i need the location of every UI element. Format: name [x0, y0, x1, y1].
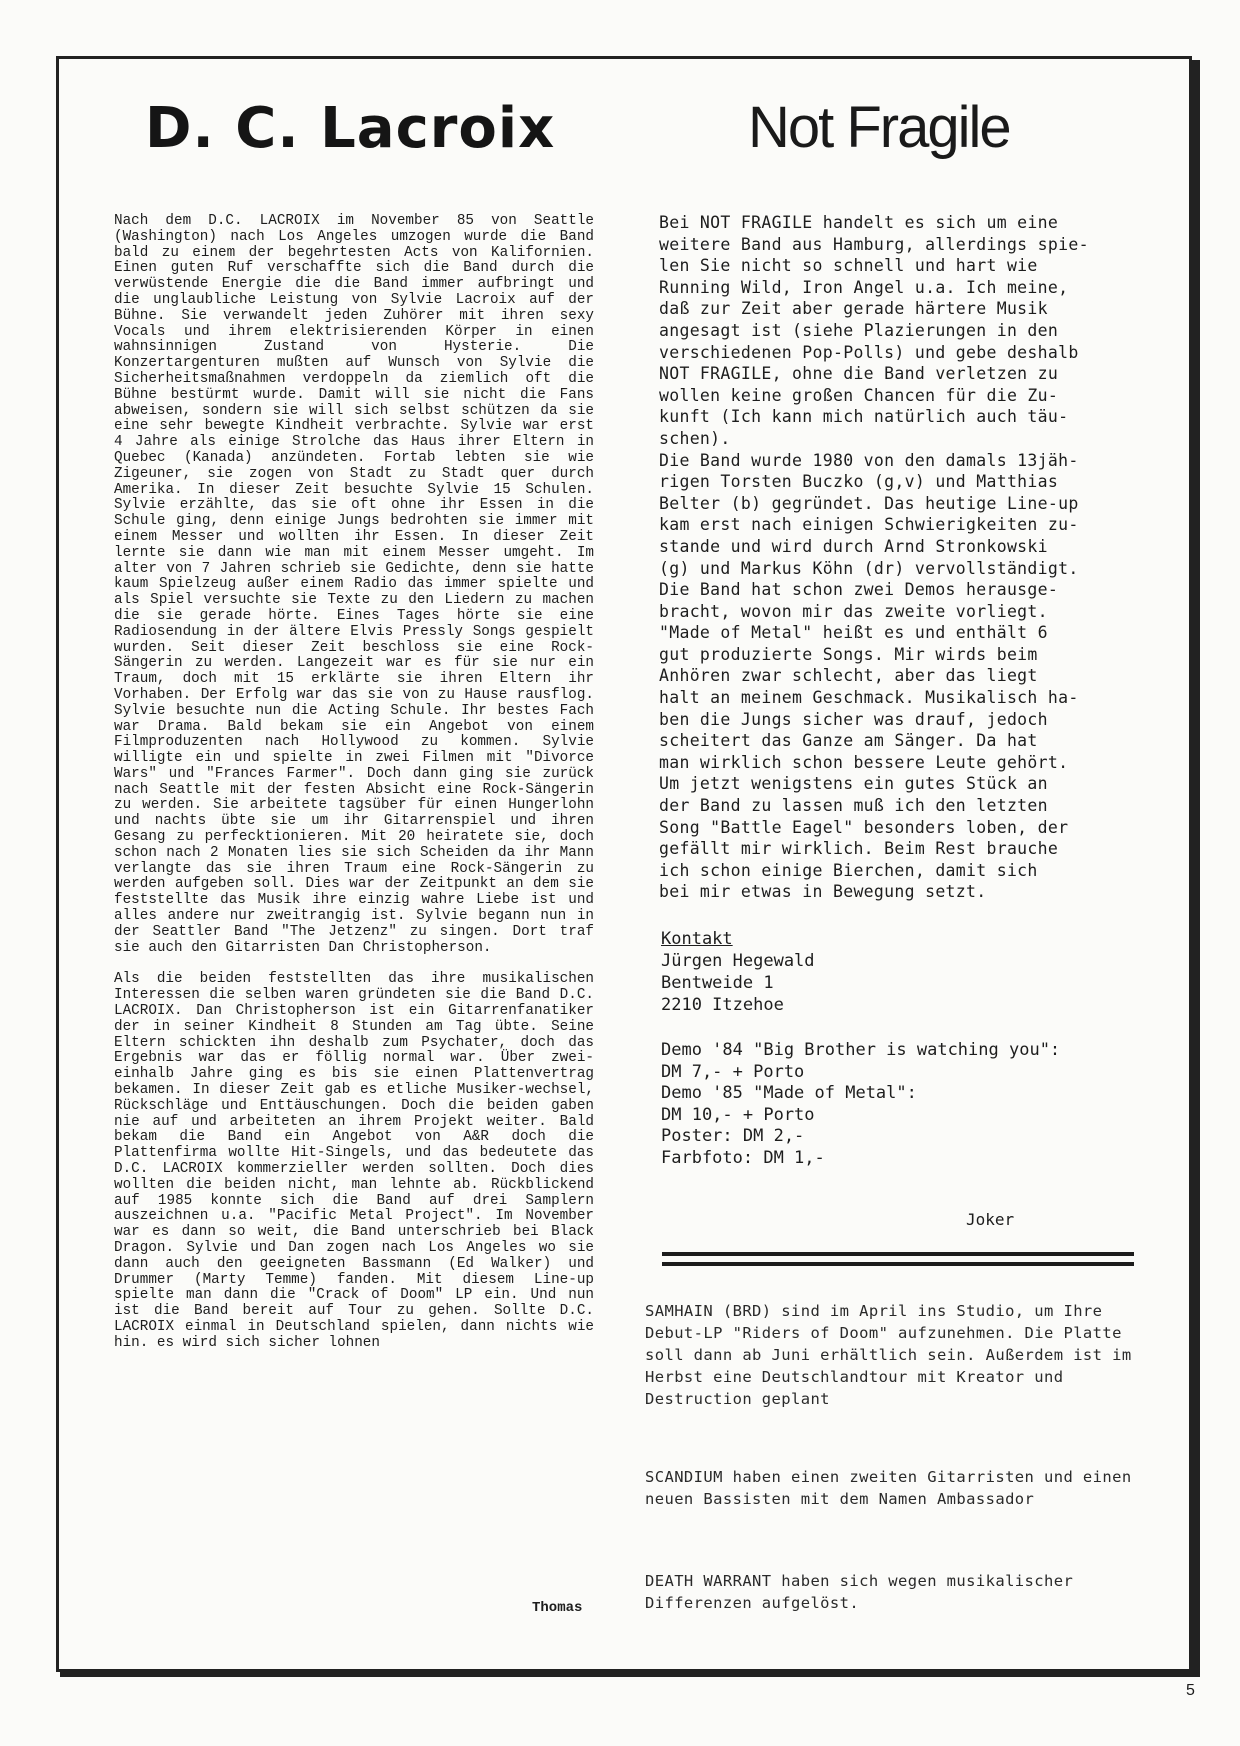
contact-street: Bentweide 1 — [661, 973, 774, 993]
news-item-scandium: SCANDIUM haben einen zweiten Gitarristen und einen neuen Bassisten mit dem Namen Ambassador — [645, 1468, 1132, 1508]
article-title-notfragile: Not Fragile — [748, 95, 1010, 160]
notfragile-line: stande und wird durch Arnd Stronkowski — [659, 536, 1048, 556]
price-line: DM 7,- + Porto — [661, 1061, 805, 1082]
notfragile-line: gefällt mir wirklich. Beim Rest brauche — [659, 839, 1059, 859]
notfragile-line: ben die Jungs sicher was drauf, jedoch — [659, 709, 1048, 729]
notfragile-line: kam erst nach einigen Schwierigkeiten zu- — [659, 515, 1079, 535]
notfragile-line: "Made of Metal" heißt es und enthält 6 — [659, 623, 1048, 643]
page-number: 5 — [1186, 1682, 1195, 1699]
notfragile-line: Bei NOT FRAGILE handelt es sich um eine — [659, 213, 1059, 232]
notfragile-line: verschiedenen Pop-Polls) und gebe deshalb — [659, 342, 1079, 362]
notfragile-line: Anhören zwar schlecht, aber das liegt — [659, 666, 1038, 686]
notfragile-line: bei mir etwas in Bewegung setzt. — [659, 882, 987, 902]
notfragile-article-body — [659, 212, 1147, 903]
notfragile-line: weitere Band aus Hamburg, allerdings spie- — [659, 234, 1089, 254]
notfragile-line: kunft (Ich kann mich natürlich auch täu- — [659, 407, 1069, 427]
notfragile-line: NOT FRAGILE, ohne die Band verletzen zu — [659, 364, 1059, 384]
frame-shadow-right — [1192, 60, 1200, 1675]
notfragile-line: Song "Battle Eagel" besonders loben, der — [659, 817, 1069, 837]
notfragile-line: schen). — [659, 428, 731, 448]
divider-line-lower — [662, 1262, 1134, 1266]
contact-city: 2210 Itzehoe — [661, 995, 784, 1015]
notfragile-line: ich schon einige Bierchen, damit sich — [659, 860, 1038, 880]
notfragile-line: scheitert das Ganze am Sänger. Da hat — [659, 731, 1038, 751]
notfragile-line: len Sie nicht so schnell und hart wie — [659, 256, 1038, 276]
lacroix-paragraph: Als die beiden feststellten das ihre musikalischen Interessen die selben waren gründeten sie die Band D.C. LACROIX. Dan Christopherson ist ein Gitarrenfanatiker der in seiner Kindheit 8 Stunden am Tag übte. Seine Eltern schickten ihn deshalb zum Psychater, doch das Ergebnis war das er föllig normal war. Über zwei-einhalb Jahre ging es bis sie einen Plattenvertrag bekamen. In dieser Zeit gab es etliche Musiker-wechsel, Rückschläge und Enttäuschungen. Doch die beiden gaben nie auf und arbeiteten an ihrem Projekt weiter. Bald bekam die Band ein Angebot von A&R doch die Plattenfirma wollte Hit-Singels, und das bedeutete das D.C. LACROIX kommerzieller werden sollten. Doch dies wollten die beiden nicht, man lehnte ab. Rückblickend auf 1985 konnte sich die Band auf drei Samplern auszeichnen u.a. "Pacific Metal Project". Im November war es dann so weit, die Band unterschrieb bei Black Dragon. Sylvie und Dan zogen nach Los Angeles wo sie dann auch den geeigneten Bassmann (Ed Walker) und Drummer (Marty Temme) fanden. Mit diesem Line-up spielte man dann die "Crack of Doom" LP ein. Und nun ist die Band bereit auf Tour zu gehen. Sollte D.C. LACROIX einmal in Deutschland spielen, dann nichts wie hin. es wird sich sicher lohnen — [114, 971, 594, 1351]
price-line: Poster: DM 2,- — [661, 1126, 805, 1146]
notfragile-line: Running Wild, Iron Angel u.a. Ich meine, — [659, 277, 1069, 297]
notfragile-line: man wirklich schon bessere Leute gehört. — [659, 752, 1069, 772]
news-item-samhain: SAMHAIN (BRD) sind im April ins Studio, um Ihre Debut-LP "Riders of Doom" aufzunehmen. Die Platte soll dann ab Juni erhältlich sein. Außerdem ist im Herbst eine Deutschlandtour mit Kreator und Destruction geplant — [645, 1302, 1132, 1408]
news-item-death-warrant: DEATH WARRANT haben sich wegen musikalischer Differenzen aufgelöst. — [645, 1572, 1074, 1612]
notfragile-line: daß zur Zeit aber gerade härtere Musik — [659, 299, 1048, 319]
lacroix-paragraph: Nach dem D.C. LACROIX im November 85 von Seattle (Washington) nach Los Angeles umzogen wurde die Band bald zu einem der begehrtesten Acts von Kalifornien. Einen guten Ruf verschaffte sich die Band durch die verwüstende Energie die die Band immer aufbringt und die unglaubliche Leistung von Sylvie Lacroix auf der Bühne. Sie verwandelt jeden Zuhörer mit ihren sexy Vocals und ihrem elektrisierenden Körper in einen wahnsinnigen Zustand von Hysterie. Die Konzertargenturen mußten auf Wunsch von Sylvie die Sicherheitsmaßnahmen verdoppeln da ziemlich oft die Bühne bestürmt wurde. Damit will sie nicht die Fans abweisen, sondern sie will sich selbst schützen da sie eine sehr bewegte Kindheit verbrachte. Sylvie war erst 4 Jahre als einige Strolche das Haus ihrer Eltern in Quebec (Kanada) anzündeten. Fortab lebten sie wie Zigeuner, sie zogen von Stadt zu Stadt quer durch Amerika. In dieser Zeit besuchte Sylvie 15 Schulen. Sylvie erzählte, das sie oft ohne ihr Essen in die Schule ging, denn einige Jungs bedrohten sie immer mit einem Messer und wollten ihr Essen. In dieser Zeit lernte sie dann wie man mit einem Messer umgeht. Im alter von 7 Jahren schrieb sie Gedichte, denn sie hatte kaum Spielzeug außer einem Radio das immer spielte und als Spiel versuchte sie Texte zu den Liedern zu machen die sie gerade hörte. Eines Tages hörte sie eine Radiosendung in der ältere Elvis Pressly Songs gespielt wurden. Seit dieser Zeit beschloss sie eine Rock-Sängerin zu werden. Langezeit war es für sie nur ein Traum, doch mit 15 erklärte sie ihren Eltern ihr Vorhaben. Der Erfolg war das sie von zu Hause rausflog. Sylvie besuchte nun die Acting Schule. Ihr bestes Fach war Drama. Bald bekam sie ein Angebot von einem Filmproduzenten nach Hollywood zu kommen. Sylvie willigte ein und spielte in zwei Filmen mit "Divorce Wars" und "Frances Farmer". Doch dann ging sie zurück nach Seattle mit der festen Absicht eine Rock-Sängerin zu werden. Sie arbeitete tagsüber für einen Hungerlohn und nachts übte sie um ihr Gitarrenspiel und ihren Gesang zu perfecktionieren. Mit 20 heiratete sie, doch schon nach 2 Monaten lies sie sich Scheiden da ihr Mann verlangte das sie ihren Traum eine Rock-Sängerin zu werden aufgeben soll. Dies war der Zeitpunkt an dem sie feststellte das Musik ihre einzig wahre Liebe ist und alles andere nur zweitrangig ist. Sylvie begann nun in der Seattler Band "The Jetzenz" zu singen. Dort traf sie auch den Gitarristen Dan Christopherson. — [114, 213, 594, 956]
notfragile-line: rigen Torsten Buczko (g,v) und Matthias — [659, 472, 1059, 492]
contact-block — [661, 928, 815, 1016]
price-line: Farbfoto: DM 1,- — [661, 1147, 825, 1168]
price-list — [661, 1040, 1060, 1169]
lacroix-article-body — [114, 214, 594, 1352]
article-title-lacroix: D. C. Lacroix — [145, 96, 556, 161]
price-line: Demo '85 "Made of Metal": — [661, 1083, 917, 1103]
notfragile-line: Belter (b) gegründet. Das heutige Line-up — [659, 493, 1079, 513]
contact-heading: Kontakt — [661, 929, 733, 949]
contact-name: Jürgen Hegewald — [661, 951, 815, 971]
notfragile-line: Die Band hat schon zwei Demos herausge- — [659, 580, 1059, 600]
notfragile-line: gut produzierte Songs. Mir wirds beim — [659, 644, 1038, 664]
notfragile-line: halt an meinem Geschmack. Musikalisch ha- — [659, 688, 1079, 708]
notfragile-line: Um jetzt wenigstens ein gutes Stück an — [659, 774, 1048, 794]
frame-shadow-bottom — [60, 1672, 1200, 1677]
notfragile-line: Die Band wurde 1980 von den damals 13jäh- — [659, 450, 1079, 470]
notfragile-line: angesagt ist (siehe Plazierungen in den — [659, 320, 1059, 340]
notfragile-line: wollen keine großen Chancen für die Zu- — [659, 385, 1059, 405]
notfragile-line: bracht, wovon mir das zweite vorliegt. — [659, 601, 1048, 621]
price-line: Demo '84 "Big Brother is watching you": — [661, 1040, 1061, 1060]
divider-line-upper — [662, 1252, 1134, 1256]
price-line: DM 10,- + Porto — [661, 1104, 815, 1125]
lacroix-author: Thomas — [532, 1600, 583, 1616]
notfragile-author: Joker — [966, 1210, 1015, 1229]
notfragile-line: (g) und Markus Köhn (dr) vervollständigt. — [659, 558, 1079, 578]
notfragile-line: der Band zu lassen muß ich den letzten — [659, 796, 1048, 816]
